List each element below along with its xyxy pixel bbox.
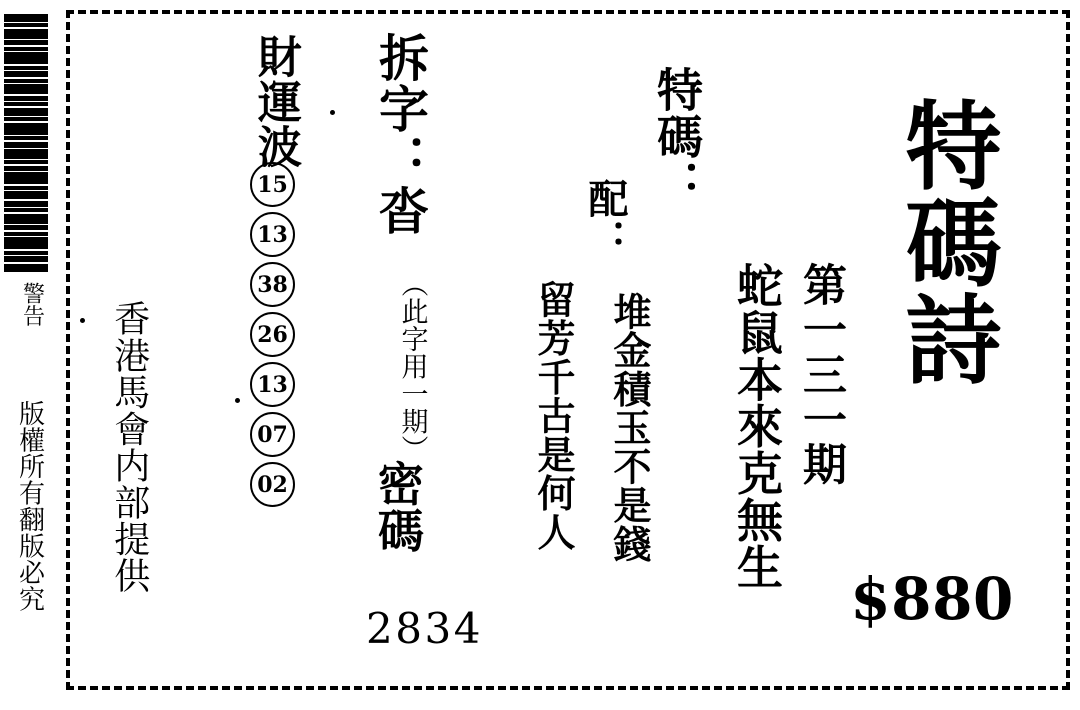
warning-body: 版權所有翻版必究	[14, 400, 45, 613]
barcode-bar	[4, 123, 48, 135]
barcode-bar	[4, 29, 48, 39]
warning-title: 警告	[19, 282, 45, 327]
caiyun-number: 02	[250, 462, 295, 507]
barcode-bar	[4, 232, 48, 236]
barcode-bar	[4, 40, 48, 45]
barcode-bar	[4, 84, 48, 94]
mima-label: 密碼	[370, 460, 425, 554]
barcode-bar	[4, 251, 48, 255]
barcode-bar	[4, 208, 48, 212]
issue-number: 第一三一期	[795, 262, 846, 487]
barcode-bar	[4, 52, 48, 64]
barcode-bar	[4, 47, 48, 51]
barcode-bar	[4, 96, 48, 101]
barcode-bar	[4, 256, 48, 262]
barcode-bar	[4, 186, 48, 190]
barcode-bar	[4, 23, 48, 27]
barcode-bar	[4, 225, 48, 230]
price-label: $880	[850, 565, 1014, 633]
caiyun-number: 15	[250, 162, 295, 207]
barcode-bar	[4, 136, 48, 140]
chaizi-note: （此字用一期）	[396, 270, 428, 463]
caiyun-number-list	[250, 162, 295, 507]
barcode-bar	[4, 117, 48, 121]
barcode-bar	[4, 172, 48, 184]
speckle	[330, 110, 335, 115]
barcode-bar	[4, 166, 48, 171]
tema-label: 特碼：	[650, 66, 704, 207]
barcode-strip	[4, 14, 48, 272]
barcode-bar	[4, 160, 48, 164]
barcode-bar	[4, 79, 48, 83]
barcode-bar	[4, 66, 48, 70]
barcode-bar	[4, 102, 48, 106]
barcode-bar	[4, 201, 48, 207]
chaizi-label: 拆字：沓	[371, 32, 429, 236]
mima-number: 2834	[366, 604, 483, 653]
poem-line-1: 蛇鼠本來克無生	[730, 262, 784, 591]
barcode-bar	[4, 191, 48, 199]
provider-text: 香港馬會内部提供	[108, 300, 150, 594]
caiyun-number: 07	[250, 412, 295, 457]
pei-label: 配：	[582, 178, 628, 260]
poem-line-2: 堆金積玉不是錢	[607, 292, 651, 564]
barcode-bar	[4, 214, 48, 224]
barcode-bar	[4, 108, 48, 116]
barcode-bar	[4, 264, 48, 272]
caiyun-number: 38	[250, 262, 295, 307]
speckle	[80, 318, 85, 323]
page-title: 特碼詩	[890, 96, 1002, 387]
barcode-bar	[4, 149, 48, 159]
caiyun-label: 財運波	[249, 34, 301, 169]
title-block	[889, 96, 1002, 387]
barcode-bar	[4, 14, 48, 22]
barcode-bar	[4, 71, 48, 77]
caiyun-number: 13	[250, 362, 295, 407]
caiyun-number: 26	[250, 312, 295, 357]
speckle	[235, 398, 240, 403]
barcode-bar	[4, 237, 48, 249]
caiyun-number: 13	[250, 212, 295, 257]
barcode-bar	[4, 142, 48, 148]
poem-line-3: 留芳千古是何人	[531, 280, 575, 552]
